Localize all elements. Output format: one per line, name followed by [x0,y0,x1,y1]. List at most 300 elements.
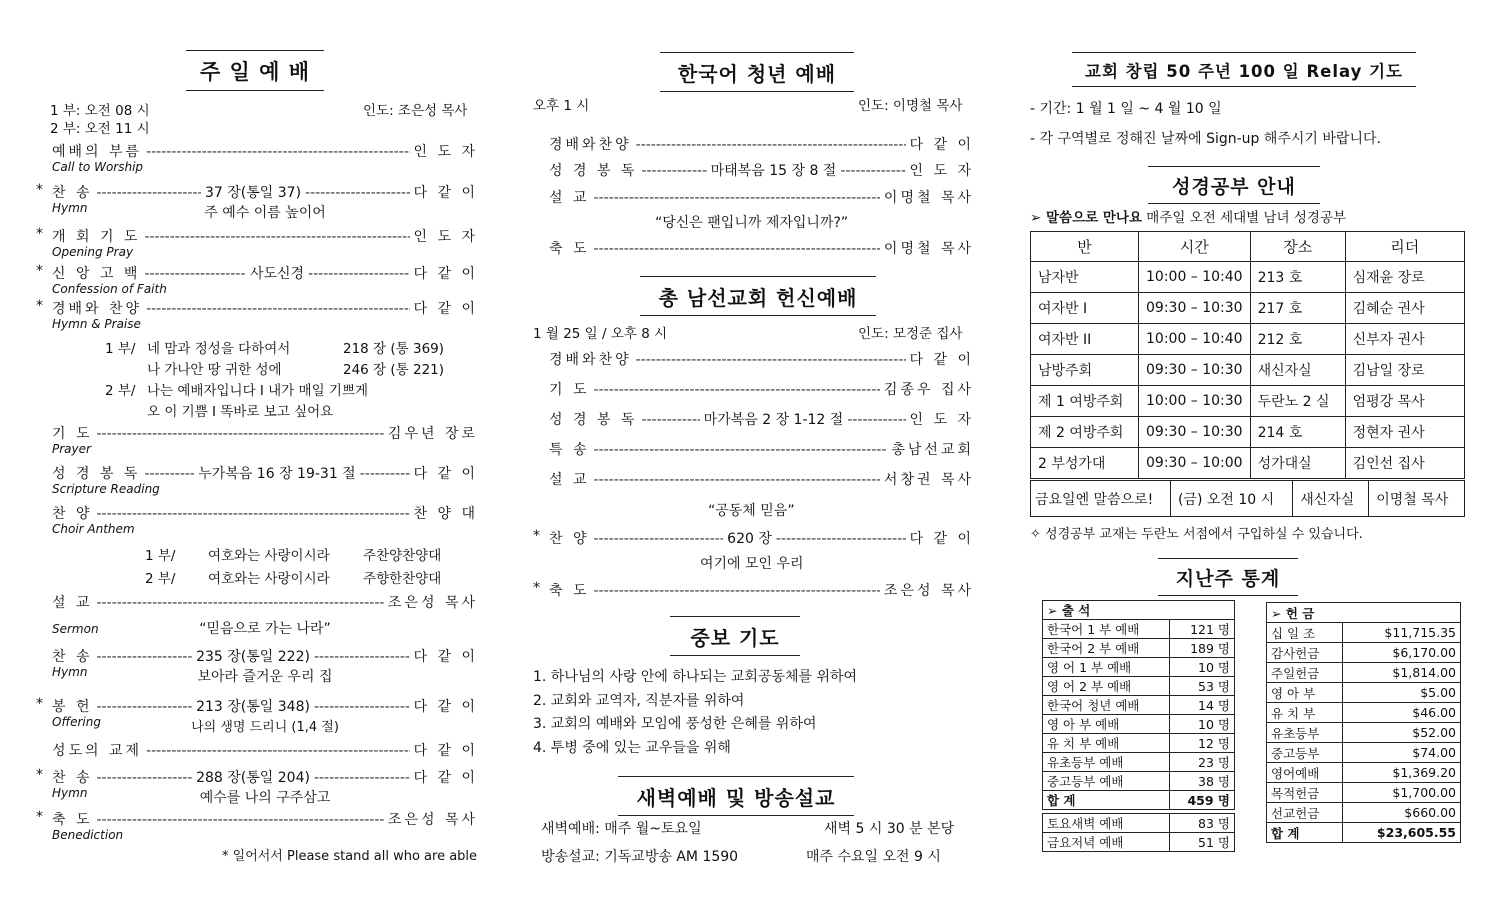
intercession-item: 3. 교회의 예배와 모임에 풍성한 은혜를 위하여 [533,716,817,732]
study-class: 여자반 II [1031,324,1139,355]
order-english: Call to Worship [52,160,144,174]
relay-item-2: - 각 구역별로 정해진 날짜에 Sign-up 해주시기 바랍니다. [1030,131,1381,147]
offering-row [1267,823,1461,843]
order-label: 신 앙 고 백 [52,266,141,282]
order-row [549,409,974,429]
dawn-row1-right: 새벽 5 시 30 분 본당 [824,821,955,837]
attendance-label: 유초등부 예배 [1043,753,1170,772]
attendance-row [1043,791,1235,810]
order-label: 경배와찬양 [549,137,632,153]
order-responsible: 김종우 집사 [883,382,974,398]
order-responsible: 인 도 자 [909,163,975,179]
dotted-leader [97,185,202,201]
intercession-item: 4. 투병 중에 있는 교우들을 위해 [533,739,731,756]
order-label: 개 회 기 도 [52,229,141,245]
praise-part: 2 부/ [105,383,136,399]
order-row [549,238,974,258]
friday-time: (금) 오전 10 시 [1170,481,1292,517]
offering-row [1267,643,1461,663]
offering-header-row [1267,603,1461,623]
order-english: Offering [52,715,101,729]
order-subtitle: 예수를 나의 구주삼고 [199,790,331,806]
order-english: Benediction [52,828,124,842]
study-class: 제 2 여방주회 [1031,417,1139,448]
attendance-label: 합 계 [1043,791,1170,810]
youth-title: 한국어 청년 예배 [660,52,854,92]
sunday-time-1: 1 부: 오전 08 시 [50,103,150,119]
standing-marker: * [533,528,540,544]
attendance-row [1043,753,1235,772]
order-row [52,423,478,443]
order-responsible: 인 도 자 [909,412,975,428]
choir-name: 주향한찬양대 [363,571,442,587]
sunday-time-2: 2 부: 오전 11 시 [50,121,150,137]
study-leader: 신부자 권사 [1345,324,1464,355]
offering-row [1267,743,1461,763]
study-place: 213 호 [1250,262,1345,293]
bible-study-table [1030,231,1465,479]
dotted-leader [314,699,410,715]
offering-row [1267,783,1461,803]
order-label: 성 경 봉 독 [549,163,638,179]
study-time: 10:00 – 10:40 [1139,324,1251,355]
bible-study-header-row [1031,232,1465,262]
order-responsible: 찬 양 대 [413,506,478,522]
dotted-leader [97,699,193,715]
order-row [549,160,974,180]
order-responsible: 조은성 목사 [387,812,478,828]
attendance-count: 83 명 [1170,814,1235,833]
study-place: 새신자실 [1250,355,1345,386]
dotted-leader [305,185,410,201]
extra-attendance-row [1043,833,1235,852]
dotted-leader [314,770,410,786]
dotted-leader [641,163,706,179]
study-leader: 김인선 집사 [1345,448,1464,479]
dotted-leader [594,472,880,488]
order-label: 특 송 [549,442,590,458]
study-class: 여자반 I [1031,293,1139,324]
order-detail: 620 장 [727,531,772,547]
bible-study-intro [1030,206,1346,226]
friday-label: 금요일엔 말씀으로! [1031,481,1171,517]
bible-study-intro-bold: ➢ 말씀으로 만나요 [1030,210,1142,226]
attendance-header-row [1043,601,1235,620]
dawn-row1-left: 새벽예배: 매주 월~토요일 [541,821,702,837]
relay-title: 교회 창립 50 주년 100 일 Relay 기도 [1072,52,1416,87]
order-row [549,187,974,207]
order-responsible: 다 같 이 [413,266,479,282]
order-detail: 사도신경 [249,266,305,282]
dotted-leader [97,426,384,442]
offering-label: 주일헌금 [1267,663,1343,683]
order-responsible: 이명철 목사 [883,241,974,257]
offering-label: 십 일 조 [1267,623,1343,643]
dotted-leader [636,137,906,153]
attendance-row [1043,677,1235,696]
dotted-leader [308,266,409,282]
standing-marker: * [36,182,43,198]
order-subtitle: 주 예수 이름 높이어 [204,205,326,221]
dotted-leader [360,466,410,482]
order-row [549,349,974,369]
order-row [549,469,974,489]
offering-amount: $6,170.00 [1343,643,1461,663]
dotted-leader [594,442,888,458]
mens-leader: 인도: 모정준 집사 [858,326,963,342]
attendance-count: 459 명 [1170,791,1235,810]
offering-amount: $11,715.35 [1343,623,1461,643]
intercession-item: 1. 하나님의 사랑 안에 하나되는 교회공동체를 위하여 [533,669,858,685]
attendance-row [1043,620,1235,639]
dotted-leader [146,301,409,317]
offering-label: 합 계 [1267,823,1343,843]
order-english: Hymn [52,201,88,215]
order-responsible: 인 도 자 [413,229,478,245]
study-row [1031,262,1465,293]
attendance-label: 한국어 2 부 예배 [1043,639,1170,658]
study-row [1031,324,1465,355]
dotted-leader [641,412,699,428]
standing-marker: * [36,767,43,783]
study-place: 성가대실 [1250,448,1345,479]
order-row [36,767,479,787]
attendance-label: 영 아 부 예배 [1043,715,1170,734]
offering-label: 감사헌금 [1267,643,1343,663]
dotted-leader [314,649,410,665]
attendance-row [1043,772,1235,791]
offering-row [1267,623,1461,643]
offering-amount: $46.00 [1343,703,1461,723]
attendance-row [1043,658,1235,677]
study-time: 10:00 – 10:30 [1139,386,1251,417]
order-label: 기 도 [52,426,93,442]
bible-study-intro-rest: 매주일 오전 세대별 남녀 성경공부 [1146,210,1347,226]
sunday-leader: 인도: 조은성 목사 [363,103,468,119]
friday-place: 새신자실 [1293,481,1369,517]
dotted-leader [594,583,880,599]
choir-song: 여호와는 사랑이시라 [208,548,330,564]
offering-label: 중고등부 [1267,743,1343,763]
order-english: Choir Anthem [52,522,135,536]
dotted-leader [594,531,724,547]
order-label: 설 교 [549,190,590,206]
order-label: 경배와 찬양 [52,301,143,317]
order-row [533,580,974,600]
praise-song: 오 이 기쁨 I 똑바로 보고 싶어요 [147,404,334,420]
dotted-leader [594,190,880,206]
offering-table [1266,602,1461,843]
dotted-leader [847,412,905,428]
order-row [36,226,478,246]
order-responsible: 다 같 이 [413,649,479,665]
dotted-leader [97,595,384,611]
offering-row [1267,683,1461,703]
offering-amount: $52.00 [1343,723,1461,743]
study-time: 09:30 – 10:00 [1139,448,1251,479]
dotted-leader [146,144,409,160]
attendance-count: 10 명 [1170,715,1235,734]
attendance-label: 금요저녁 예배 [1043,833,1170,852]
order-row [52,503,478,523]
bible-study-note: ✧ 성경공부 교재는 두란노 서점에서 구입하실 수 있습니다. [1030,527,1363,542]
attendance-table [1042,600,1235,852]
header-leader: 리더 [1345,232,1464,262]
mens-hymn-title: 여기에 모인 우리 [700,556,804,572]
study-class: 제 1 여방주회 [1031,386,1139,417]
dotted-leader [97,812,384,828]
dotted-leader [840,163,905,179]
study-time: 09:30 – 10:30 [1139,417,1251,448]
order-row [52,740,478,760]
offering-amount: $660.00 [1343,803,1461,823]
attendance-count: 121 명 [1170,620,1235,639]
order-label: 축 도 [549,241,590,257]
study-place: 217 호 [1250,293,1345,324]
attendance-label: 영 어 1 부 예배 [1043,658,1170,677]
order-row [52,141,478,161]
order-detail: 288 장(통일 204) [196,770,310,786]
order-row [36,263,479,283]
order-label: 성 경 봉 독 [549,412,638,428]
attendance-row [1043,696,1235,715]
order-detail: 마가복음 2 장 1-12 절 [703,412,844,428]
standing-marker: * [36,226,43,242]
order-label: 설 교 [52,595,93,611]
header-time: 시간 [1139,232,1251,262]
dawn-row2-right: 매주 수요일 오전 9 시 [806,849,941,865]
offering-row [1267,663,1461,683]
order-responsible: 다 같 이 [413,301,478,317]
study-leader: 김혜순 권사 [1345,293,1464,324]
offering-amount: $1,814.00 [1343,663,1461,683]
dotted-leader [144,229,409,245]
sunday-title: 주 일 예 배 [186,50,324,91]
order-label: 봉 헌 [52,699,93,715]
dotted-leader [144,466,194,482]
mens-sermon-title: “공동체 믿음” [708,503,795,519]
attendance-header: ➢ 출 석 [1043,601,1235,620]
attendance-count: 23 명 [1170,753,1235,772]
dotted-leader [594,241,880,257]
order-row [52,463,478,483]
order-english: Opening Pray [52,245,134,259]
attendance-count: 38 명 [1170,772,1235,791]
choir-part: 1 부/ [145,548,176,564]
study-class: 2 부성가대 [1031,448,1139,479]
youth-time: 오후 1 시 [533,98,590,114]
study-leader: 심재윤 장로 [1345,262,1464,293]
order-row [36,298,478,318]
dawn-title: 새벽예배 및 방송설교 [618,776,854,816]
dotted-leader [146,743,409,759]
sunday-footnote: * 일어서서 Please stand all who are able [222,849,478,864]
standing-marker: * [36,809,43,825]
study-row [1031,386,1465,417]
choir-part: 2 부/ [145,571,176,587]
praise-song: 네 맘과 정성을 다하여서 [147,341,291,357]
attendance-count: 12 명 [1170,734,1235,753]
attendance-label: 한국어 청년 예배 [1043,696,1170,715]
order-responsible: 김우년 장로 [387,426,478,442]
order-row [533,528,974,548]
attendance-row [1043,734,1235,753]
study-time: 09:30 – 10:30 [1139,355,1251,386]
standing-marker: * [36,696,43,712]
attendance-count: 14 명 [1170,696,1235,715]
order-label: 축 도 [52,812,93,828]
standing-marker: * [36,263,43,279]
order-responsible: 조은성 목사 [387,595,478,611]
dotted-leader [97,770,193,786]
standing-marker: * [533,580,540,596]
order-subtitle: 보아라 즐거운 우리 집 [197,669,333,685]
attendance-label: 한국어 1 부 예배 [1043,620,1170,639]
offering-label: 선교헌금 [1267,803,1343,823]
attendance-count: 189 명 [1170,639,1235,658]
order-responsible: 서창권 목사 [883,472,974,488]
standing-marker: * [36,298,43,314]
order-label: 찬 양 [549,531,590,547]
study-time: 09:30 – 10:30 [1139,293,1251,324]
dotted-leader [97,506,410,522]
study-class: 남자반 [1031,262,1139,293]
dawn-row2-left: 방송설교: 기독교방송 AM 1590 [541,849,739,865]
dotted-leader [636,352,906,368]
study-place: 두란노 2 실 [1250,386,1345,417]
offering-row [1267,723,1461,743]
study-row [1031,417,1465,448]
order-responsible: 다 같 이 [909,137,974,153]
study-leader: 엄평강 목사 [1345,386,1464,417]
bible-study-title: 성경공부 안내 [1148,166,1320,204]
order-responsible: 조은성 목사 [883,583,974,599]
study-time: 10:00 – 10:40 [1139,262,1251,293]
friday-leader: 이명철 목사 [1369,481,1465,517]
attendance-row [1043,639,1235,658]
order-label: 축 도 [549,583,590,599]
choir-song: 여호와는 사랑이시라 [208,571,330,587]
study-row [1031,293,1465,324]
order-english: Hymn [52,665,88,679]
attendance-label: 유 치 부 예배 [1043,734,1170,753]
dotted-leader [776,531,906,547]
praise-song: 나 가나안 땅 귀한 성에 [147,362,282,378]
offering-label: 유 치 부 [1267,703,1343,723]
choir-name: 주찬양찬양대 [363,548,442,564]
praise-hymn-number: 218 장 (통 369) [343,341,445,357]
order-row [36,696,479,716]
offering-amount: $23,605.55 [1343,823,1461,843]
attendance-label: 토요새벽 예배 [1043,814,1170,833]
offering-label: 영어예배 [1267,763,1343,783]
praise-hymn-number: 246 장 (통 221) [343,362,445,378]
friday-study-row [1030,480,1465,517]
order-row [36,809,478,829]
offering-row [1267,703,1461,723]
order-row [52,646,478,666]
order-responsible: 다 같 이 [413,699,479,715]
attendance-count: 10 명 [1170,658,1235,677]
order-responsible: 다 같 이 [413,185,479,201]
offering-label: 목적헌금 [1267,783,1343,803]
attendance-row [1043,715,1235,734]
attendance-count: 51 명 [1170,833,1235,852]
youth-leader: 인도: 이명철 목사 [858,98,963,114]
study-row [1031,448,1465,479]
intercession-item: 2. 교회와 교역자, 직분자를 위하여 [533,692,745,709]
mens-time: 1 월 25 일 / 오후 8 시 [533,326,668,342]
order-english: Confession of Faith [52,282,167,296]
order-responsible: 다 같 이 [413,770,479,786]
offering-amount: $5.00 [1343,683,1461,703]
order-english: Prayer [52,442,91,456]
relay-item-1: - 기간: 1 월 1 일 ~ 4 월 10 일 [1030,101,1222,117]
study-place: 214 호 [1250,417,1345,448]
dotted-leader [144,266,245,282]
order-english: Sermon [52,622,99,636]
order-row [549,379,974,399]
order-responsible: 다 같 이 [413,466,479,482]
order-detail: 235 장(통일 222) [196,649,310,665]
order-responsible: 이명철 목사 [883,190,974,206]
order-label: 설 교 [549,472,590,488]
intercession-title: 중보 기도 [670,616,800,656]
order-responsible: 총남선교회 [891,442,974,458]
order-english: Hymn [52,786,88,800]
header-class: 반 [1031,232,1139,262]
order-detail: 37 장(통일 37) [205,185,302,201]
order-detail: 누가복음 16 장 19-31 절 [198,466,356,482]
header-place: 장소 [1250,232,1345,262]
extra-attendance-row [1043,814,1235,833]
offering-amount: $1,369.20 [1343,763,1461,783]
study-leader: 정현자 권사 [1345,417,1464,448]
attendance-label: 영 어 2 부 예배 [1043,677,1170,696]
order-label: 찬 송 [52,185,93,201]
order-label: 기 도 [549,382,590,398]
order-row [549,439,974,459]
praise-part: 1 부/ [105,341,136,357]
order-english: Hymn & Praise [52,317,141,331]
study-leader: 김남일 장로 [1345,355,1464,386]
study-class: 남방주회 [1031,355,1139,386]
offering-label: 유초등부 [1267,723,1343,743]
attendance-label: 중고등부 예배 [1043,772,1170,791]
order-label: 경배와찬양 [549,352,632,368]
attendance-count: 53 명 [1170,677,1235,696]
offering-label: 영 아 부 [1267,683,1343,703]
offering-amount: $1,700.00 [1343,783,1461,803]
order-detail: 213 장(통일 348) [196,699,310,715]
youth-sermon-title: “당신은 팬입니까 제자입니까?” [655,215,849,231]
order-subtitle: 나의 생명 드리니 (1,4 절) [191,720,339,735]
order-label: 찬 송 [52,649,93,665]
mens-title: 총 남선교회 헌신예배 [640,276,876,316]
order-responsible: 다 같 이 [909,352,974,368]
order-responsible: 다 같 이 [909,531,974,547]
order-detail: 마태복음 15 장 8 절 [710,163,837,179]
order-label: 성도의 교제 [52,743,143,759]
order-subtitle: “믿음으로 가는 나라” [199,621,331,637]
dotted-leader [594,382,880,398]
order-responsible: 다 같 이 [413,743,478,759]
order-label: 찬 양 [52,506,93,522]
stats-title: 지난주 통계 [1158,558,1298,596]
order-label: 성 경 봉 독 [52,466,141,482]
order-row [52,592,478,612]
order-row [549,134,974,154]
